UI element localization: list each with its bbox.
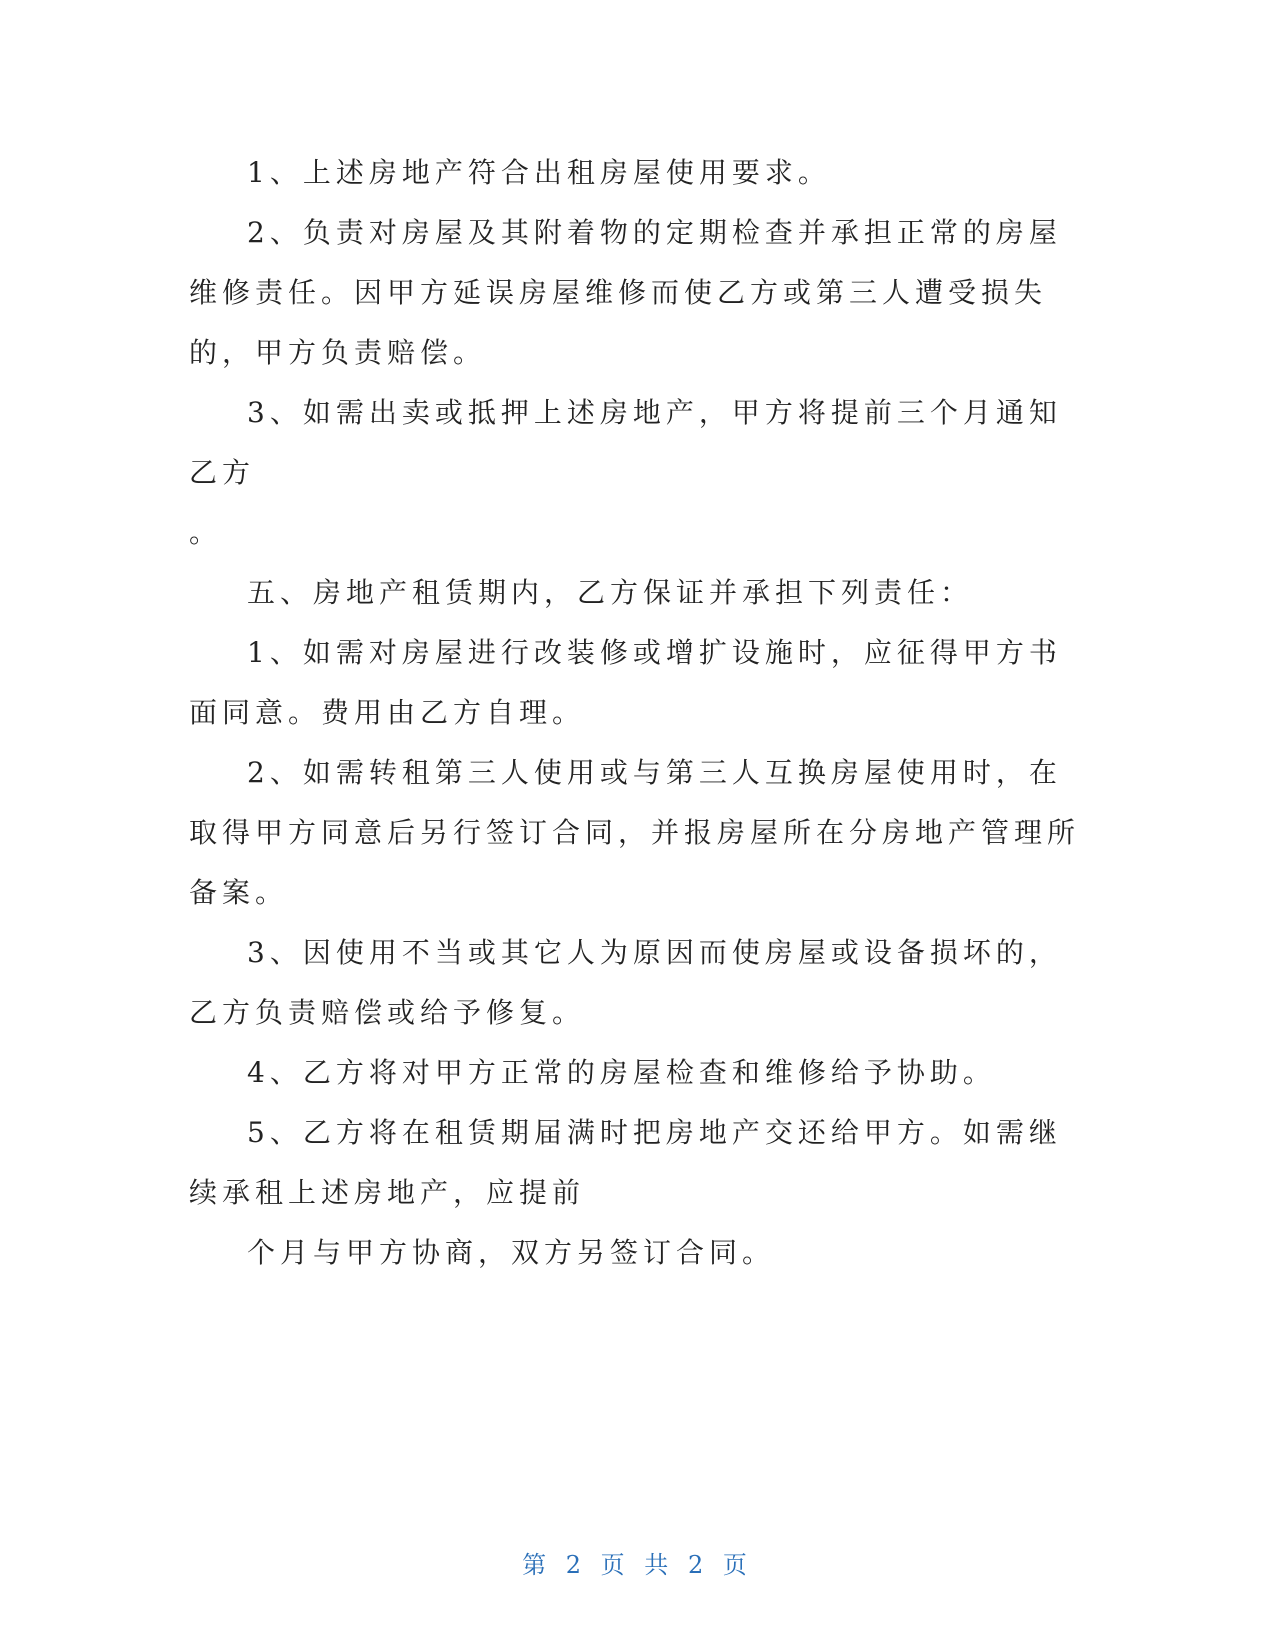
clause-5-item-3: 3、因使用不当或其它人为原因而使房屋或设备损坏的，乙方负责赔偿或给予修复。 — [189, 936, 1062, 1029]
document-body — [189, 143, 1089, 1283]
clause-4-item-3-continuation: 。 — [189, 516, 223, 549]
clause-4-item-3: 3、如需出卖或抵押上述房地产，甲方将提前三个月通知乙方 — [189, 396, 1062, 489]
clause-4-item-2: 2、负责对房屋及其附着物的定期检查并承担正常的房屋维修责任。因甲方延误房屋维修而使乙方或第三人遭受损失的，甲方负责赔偿。 — [189, 216, 1062, 369]
clause-5-item-4: 4、乙方将对甲方正常的房屋检查和维修给予协助。 — [247, 1056, 996, 1089]
clause-5-item-5-continuation: 个月与甲方协商，双方另签订合同。 — [247, 1236, 776, 1269]
page-footer: 第 2 页 共 2 页 — [522, 1551, 753, 1579]
clause-5-item-5: 5、乙方将在租赁期届满时把房地产交还给甲方。如需继续承租上述房地产，应提前 — [189, 1116, 1062, 1209]
clause-5-item-2: 2、如需转租第三人使用或与第三人互换房屋使用时，在取得甲方同意后另行签订合同，并报房屋所在分房地产管理所备案。 — [189, 756, 1081, 909]
clause-4-item-1: 1、上述房地产符合出租房屋使用要求。 — [247, 156, 831, 189]
clause-5-heading: 五、房地产租赁期内，乙方保证并承担下列责任： — [247, 576, 974, 609]
clause-5-item-1: 1、如需对房屋进行改装修或增扩设施时，应征得甲方书面同意。费用由乙方自理。 — [189, 636, 1062, 729]
